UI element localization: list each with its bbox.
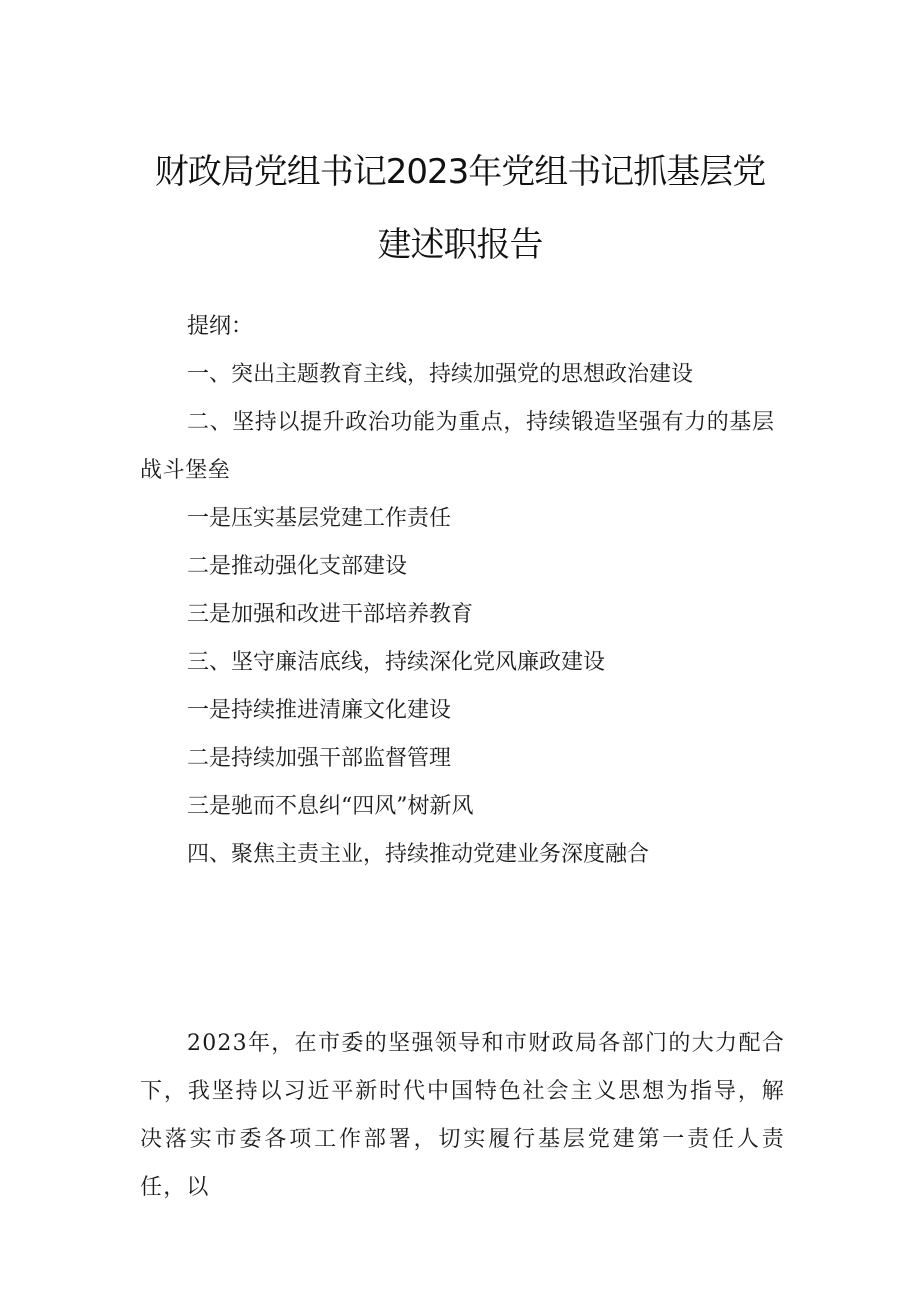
outline-subitem: 三是加强和改进干部培养教育: [187, 602, 474, 627]
outline-subitem: 一是持续推进清廉文化建设: [187, 698, 452, 723]
document-title-line-1: 财政局党组书记2023年党组书记抓基层党: [154, 152, 766, 192]
document-title-line-2: 建述职报告: [377, 225, 543, 265]
outline-list: [140, 303, 785, 879]
outline-subitem: 三是驰而不息纠“四风”树新风: [187, 794, 474, 819]
outline-heading: 提纲：: [187, 314, 254, 339]
body-paragraph: 2023年，在市委的坚强领导和市财政局各部门的大力配合下，我坚持以习近平新时代中国特色社会主义思想为指导，解决落实市委各项工作部署，切实履行基层党建第一责任人责任，以: [140, 1031, 785, 1200]
outline-subitem: 二是推动强化支部建设: [187, 554, 408, 579]
outline-subitem: 二是持续加强干部监督管理: [187, 746, 452, 771]
outline-subitem: 一是压实基层党建工作责任: [187, 506, 452, 531]
outline-item: 三、坚守廉洁底线，持续深化党风廉政建设: [187, 650, 606, 675]
outline-item: 二、坚持以提升政治功能为重点，持续锻造坚强有力的基层战斗堡垒: [140, 410, 775, 483]
outline-item: 一、突出主题教育主线，持续加强党的思想政治建设: [187, 362, 694, 387]
outline-item: 四、聚焦主责主业，持续推动党建业务深度融合: [187, 842, 650, 867]
